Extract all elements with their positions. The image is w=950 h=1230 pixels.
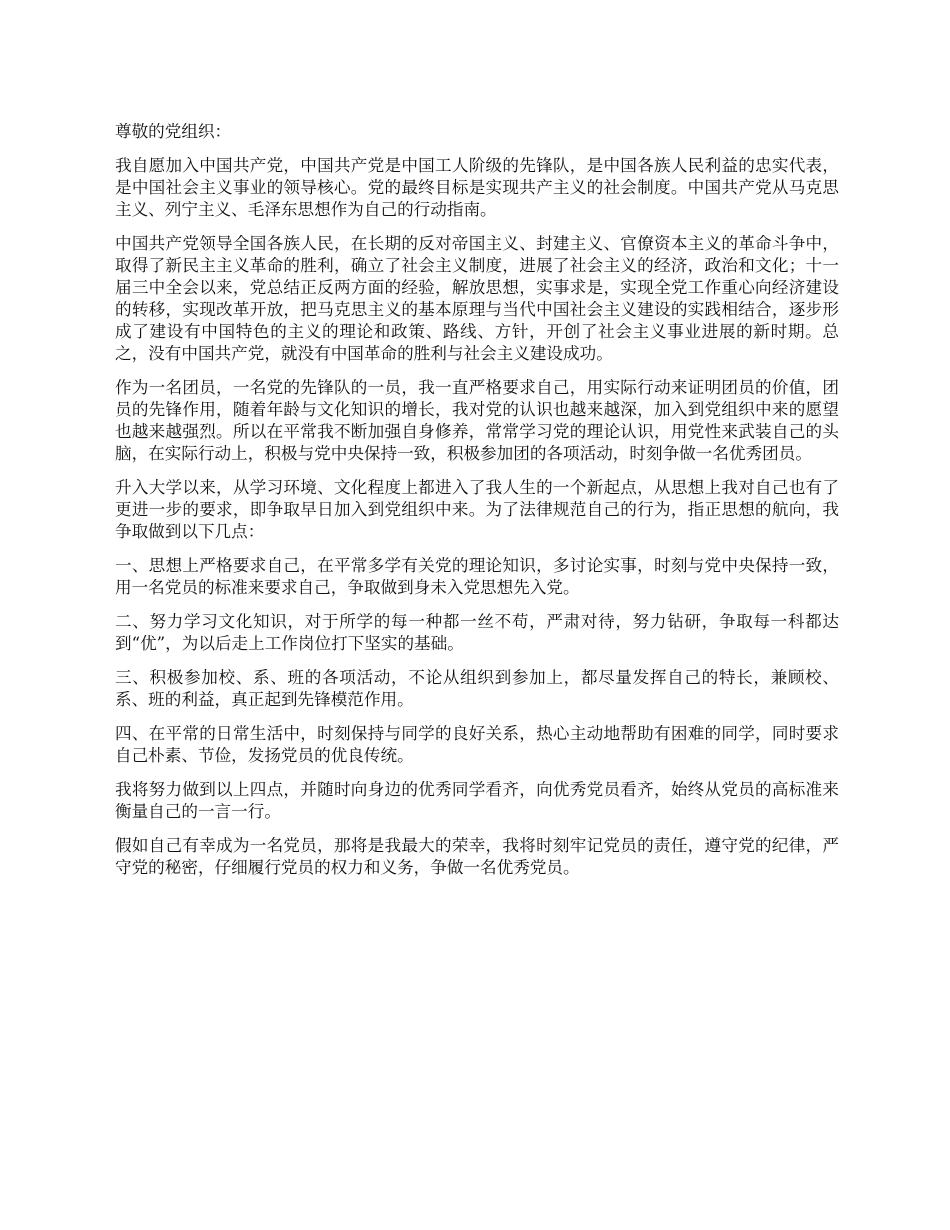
paragraph-league-member: 作为一名团员，一名党的先锋队的一员，我一直严格要求自己，用实际行动来证明团员的价值，团员的先锋作用，随着年龄与文化知识的增长，我对党的认识也越来越深，加入到党组织中来的愿望也越来越强烈。所以在平常我不断加强自身修养，常常学习党的理论认识，用党性来武装自己的头脑，在实际行动上，积极与党中央保持一致，积极参加团的各项活动，时刻争做一名优秀团员。 xyxy=(115,378,839,463)
paragraph-university: 升入大学以来，从学习环境、文化程度上都进入了我人生的一个新起点，从思想上我对自己也有了更进一步的要求，即争取早日加入到党组织中来。为了法律规范自己的行为，指正思想的航向，我争取做到以下几点： xyxy=(115,478,839,541)
paragraph-point-two: 二、努力学习文化知识，对于所学的每一种都一丝不苟，严肃对待，努力钻研，争取每一科都达到“优”，为以后走上工作岗位打下坚实的基础。 xyxy=(115,612,839,653)
document-body xyxy=(115,121,839,891)
paragraph-commitment: 我将努力做到以上四点，并随时向身边的优秀同学看齐，向优秀党员看齐，始终从党员的高标准来衡量自己的一言一行。 xyxy=(115,780,839,821)
paragraph-point-four: 四、在平常的日常生活中，时刻保持与同学的良好关系，热心主动地帮助有困难的同学，同时要求自己朴素、节俭，发扬党员的优良传统。 xyxy=(115,724,839,765)
paragraph-intro: 我自愿加入中国共产党，中国共产党是中国工人阶级的先锋队，是中国各族人民利益的忠实代表，是中国社会主义事业的领导核心。党的最终目标是实现共产主义的社会制度。中国共产党从马克思主义、列宁主义、毛泽东思想作为自己的行动指南。 xyxy=(115,156,839,219)
paragraph-point-one: 一、思想上严格要求自己，在平常多学有关党的理论知识，多讨论实事，时刻与党中央保持一致，用一名党员的标准来要求自己，争取做到身未入党思想先入党。 xyxy=(115,556,839,597)
paragraph-party-history: 中国共产党领导全国各族人民，在长期的反对帝国主义、封建主义、官僚资本主义的革命斗争中，取得了新民主主义革命的胜利，确立了社会主义制度，进展了社会主义的经济，政治和文化；十一届三中全会以来，党总结正反两方面的经验，解放思想，实事求是，实现全党工作重心向经济建设的转移，实现改革开放，把马克思主义的基本原理与当代中国社会主义建设的实践相结合，逐步形成了建设有中国特色的主义的理论和政策、路线、方针，开创了社会主义事业进展的新时期。总之，没有中国共产党，就没有中国革命的胜利与社会主义建设成功。 xyxy=(115,234,839,363)
salutation: 尊敬的党组织： xyxy=(115,122,232,141)
paragraph-closing: 假如自己有幸成为一名党员，那将是我最大的荣幸，我将时刻牢记党员的责任，遵守党的纪律，严守党的秘密，仔细履行党员的权力和义务，争做一名优秀党员。 xyxy=(115,836,839,877)
paragraph-point-three: 三、积极参加校、系、班的各项活动，不论从组织到参加上，都尽量发挥自己的特长，兼顾校、系、班的利益，真正起到先锋模范作用。 xyxy=(115,668,839,709)
